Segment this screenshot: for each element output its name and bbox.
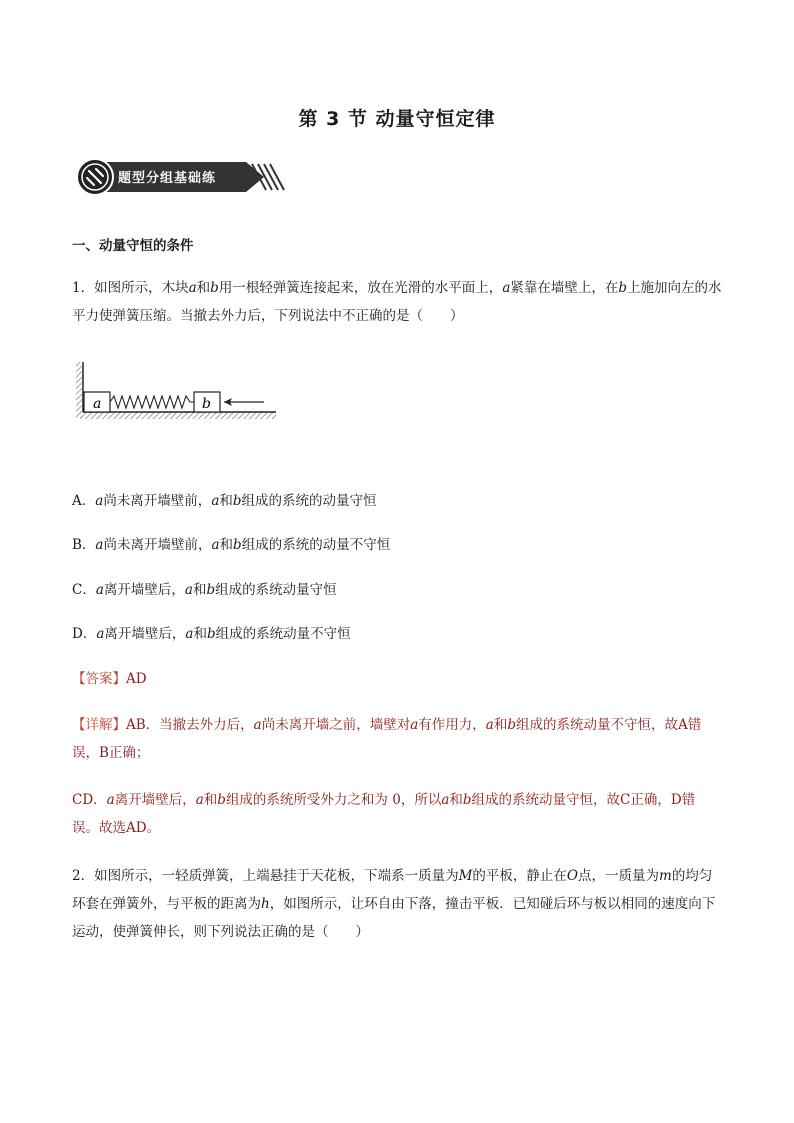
explanation-cd: CD．a离开墙壁后，a和b组成的系统所受外力之和为 0，所以a和b组成的系统动量守恒，故C正确，D错误。故选AD。 bbox=[72, 792, 696, 836]
section-banner bbox=[76, 158, 286, 200]
spring bbox=[110, 396, 194, 408]
question-2-stem: 2．如图所示，一轻质弹簧，上端悬挂于天花板，下端系一质量为M的平板，静止在O点，一质量为m的均匀环套在弹簧外，与平板的距离为h，如图所示，让环自由下落，撞击平板．已知碰后环与板以相同的速度向下运动，使弹簧伸长，则下列说法正确的是（ ） bbox=[72, 868, 716, 940]
banner-label: 题型分组基础练 bbox=[118, 171, 217, 186]
option-d: D．a离开墙壁后，a和b组成的系统动量不守恒 bbox=[72, 626, 351, 642]
block-b-label: b bbox=[202, 396, 211, 412]
question-1-figure bbox=[76, 360, 281, 429]
answer: 【答案】AD bbox=[72, 671, 147, 687]
explanation-ab: 【详解】AB．当撤去外力后，a尚未离开墙之前，墙壁对a有作用力，a和b组成的系统动量不守恒，故A错误，B正确； bbox=[72, 717, 702, 761]
question-1-stem: 1．如图所示，木块a和b用一根轻弹簧连接起来，放在光滑的水平面上，a紧靠在墙壁上，在b上施加向左的水平力使弹簧压缩。当撤去外力后，下列说法中不正确的是（ ） bbox=[72, 280, 722, 324]
page-title: 第 3 节 动量守恒定律 bbox=[298, 108, 496, 130]
banner-graphic bbox=[76, 158, 286, 196]
option-b: B．a尚未离开墙壁前，a和b组成的系统的动量不守恒 bbox=[72, 537, 391, 553]
option-a: A．a尚未离开墙壁前，a和b组成的系统的动量守恒 bbox=[72, 493, 377, 509]
block-a-label: a bbox=[93, 396, 102, 412]
option-c: C．a离开墙壁后，a和b组成的系统动量守恒 bbox=[72, 582, 337, 598]
section-heading: 一、动量守恒的条件 bbox=[72, 238, 194, 254]
